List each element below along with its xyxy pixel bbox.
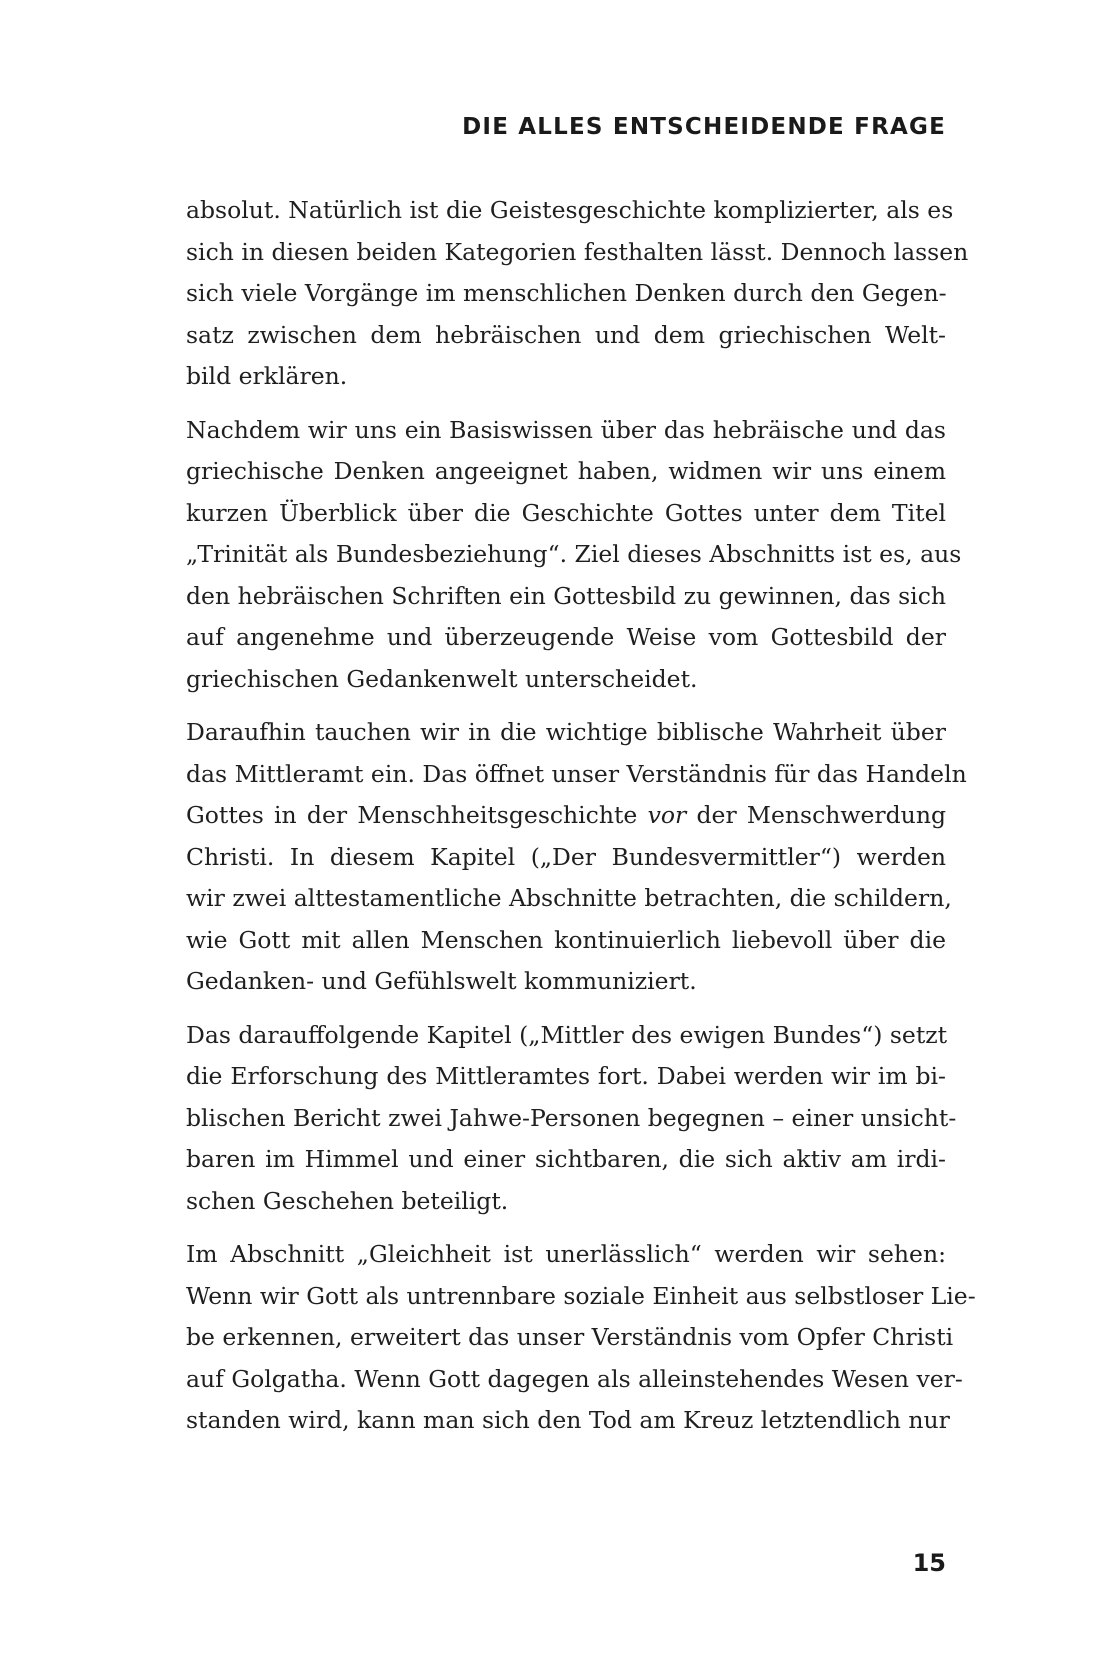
text-line: auf Golgatha. Wenn Gott dagegen als alleinstehendes Wesen ver- (186, 1364, 963, 1393)
text-line: wir zwei alttestamentliche Abschnitte betrachten, die schildern, (186, 884, 952, 912)
text-line: sich in diesen beiden Kategorien festhalten lässt. Dennoch lassen (186, 237, 969, 266)
paragraph (186, 190, 969, 398)
paragraph (186, 712, 967, 1003)
text-line: Gedanken- und Gefühlswelt kommuniziert. (186, 967, 697, 995)
text-line: schen Geschehen beteiligt. (186, 1186, 509, 1215)
text-line: satz zwischen dem hebräischen und dem griechischen Welt- (186, 320, 946, 349)
paragraph (186, 410, 962, 701)
text-line: standen wird, kann man sich den Tod am Kreuz letztendlich nur (186, 1406, 950, 1434)
text-line: absolut. Natürlich ist die Geistesgeschichte komplizierter, als es (186, 196, 954, 224)
text-line: blischen Bericht zwei Jahwe-Personen begegnen – einer unsicht- (186, 1103, 957, 1132)
text-line (186, 795, 946, 837)
page-number: 15 (912, 1549, 946, 1577)
text-line: Daraufhin tauchen wir in die wichtige biblische Wahrheit über (186, 718, 946, 746)
text-line: Christi. In diesem Kapitel („Der Bundesvermittler“) werden (186, 842, 946, 871)
paragraph (186, 1234, 976, 1442)
text-line: be erkennen, erweitert das unser Verständnis vom Opfer Christi (186, 1323, 954, 1351)
text-line: das Mittleramt ein. Das öffnet unser Verständnis für das Handeln (186, 759, 967, 788)
text-line: Nachdem wir uns ein Basiswissen über das hebräische und das (186, 415, 946, 444)
body-text (186, 190, 976, 1454)
text-line: den hebräischen Schriften ein Gottesbild zu gewinnen, das sich (186, 581, 946, 610)
text-line: griechischen Gedankenwelt unterscheidet. (186, 664, 698, 693)
text-line: sich viele Vorgänge im menschlichen Denken durch den Gegen- (186, 279, 947, 307)
text-line: bild erklären. (186, 362, 348, 390)
text-line: griechische Denken angeeignet haben, widmen wir uns einem (186, 457, 946, 485)
text-line: Im Abschnitt „Gleichheit ist unerlässlich“ werden wir sehen: (186, 1240, 946, 1268)
text-line: kurzen Überblick über die Geschichte Gottes unter dem Titel (186, 498, 946, 527)
paragraph (186, 1015, 957, 1223)
text-line: wie Gott mit allen Menschen kontinuierlich liebevoll über die (186, 925, 946, 954)
running-head: DIE ALLES ENTSCHEIDENDE FRAGE (462, 114, 946, 140)
text-run: Gottes in der Menschheitsgeschichte (186, 801, 648, 829)
text-line: baren im Himmel und einer sichtbaren, die sich aktiv am irdi- (186, 1145, 946, 1173)
text-line: Wenn wir Gott als untrennbare soziale Einheit aus selbstloser Lie- (186, 1281, 976, 1310)
text-run: der Menschwerdung (686, 801, 946, 829)
emphasis: vor (647, 801, 687, 829)
text-line: Das darauffolgende Kapitel („Mittler des ewigen Bundes“) setzt (186, 1020, 948, 1049)
text-line: die Erforschung des Mittleramtes fort. Dabei werden wir im bi- (186, 1062, 946, 1090)
text-line: „Trinität als Bundesbeziehung“. Ziel dieses Abschnitts ist es, aus (186, 540, 962, 568)
text-line: auf angenehme und überzeugende Weise vom Gottesbild der (186, 623, 946, 651)
